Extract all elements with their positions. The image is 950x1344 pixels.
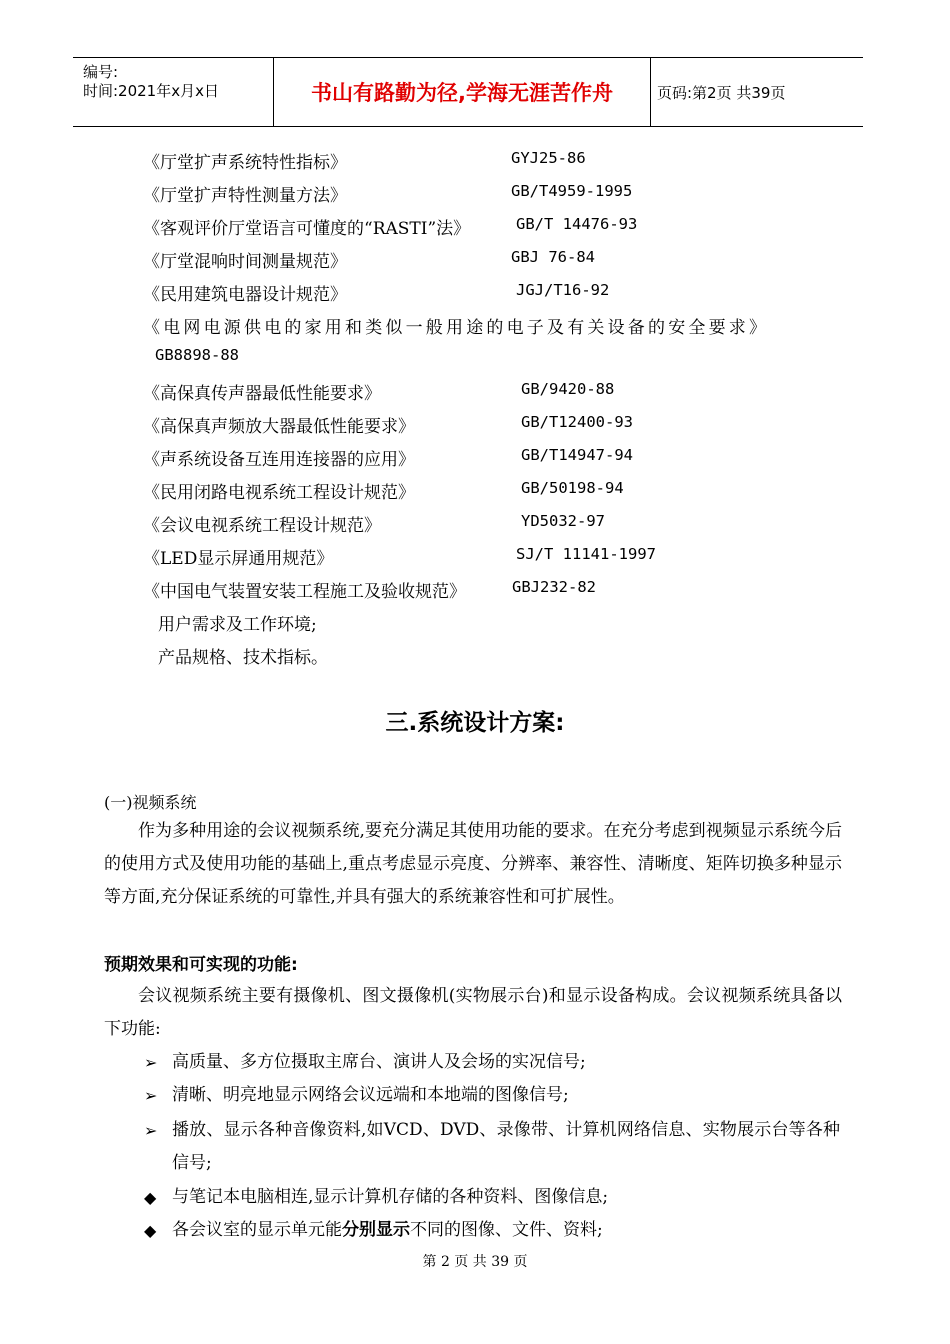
standard-name: 《电网电源供电的家用和类似一般用途的电子及有关设备的安全要求》 xyxy=(143,318,770,338)
standard-code: GB/9420-88 xyxy=(521,380,615,398)
standard-name: 《厅堂扩声特性测量方法》 xyxy=(143,186,347,206)
header-left-cell xyxy=(73,58,273,126)
standard-code: JGJ/T16-92 xyxy=(516,281,610,299)
standard-code: GB8898-88 xyxy=(155,346,239,364)
date-label: 时间:2021年x月x日 xyxy=(83,82,219,100)
page-footer: 第 2 页 共 39 页 xyxy=(422,1254,528,1270)
emphasis-text: 分别显示 xyxy=(342,1220,410,1240)
standard-code: GB/T 14476-93 xyxy=(516,215,638,233)
standard-code: YD5032-97 xyxy=(521,512,605,530)
standard-code: GBJ 76-84 xyxy=(511,248,595,266)
arrow-bullet-icon: ➢ xyxy=(144,1053,158,1072)
functions-paragraph: 会议视频系统主要有摄像机、图文摄像机(实物展示台)和显示设备构成。会议视频系统具备以下功能: xyxy=(104,986,842,1039)
standard-code: GB/50198-94 xyxy=(521,479,624,497)
list-item-text-part: 不同的图像、文件、资料; xyxy=(410,1220,603,1240)
intro-paragraph: 作为多种用途的会议视频系统,要充分满足其使用功能的要求。在充分考虑到视频显示系统今后的使用方式及使用功能的基础上,重点考虑显示亮度、分辨率、兼容性、清晰度、矩阵切换多种显示等方面,充分保证系统的可靠性,并具有强大的系统兼容性和可扩展性。 xyxy=(104,821,842,907)
standard-name: 《民用建筑电器设计规范》 xyxy=(143,285,347,305)
standard-code: GB/T4959-1995 xyxy=(511,182,633,200)
standard-name: 《民用闭路电视系统工程设计规范》 xyxy=(143,483,415,503)
standard-code: GB/T14947-94 xyxy=(521,446,633,464)
standard-name: 《高保真传声器最低性能要求》 xyxy=(143,384,381,404)
extra-item: 产品规格、技术指标。 xyxy=(158,648,328,668)
arrow-bullet-icon: ➢ xyxy=(144,1086,158,1105)
list-item-text: 播放、显示各种音像资料,如VCD、DVD、录像带、计算机网络信息、实物展示台等各种信号; xyxy=(172,1120,840,1173)
list-item-text xyxy=(172,1214,840,1247)
diamond-bullet-icon: ◆ xyxy=(144,1221,157,1240)
header-page-label: 页码:第2页 共39页 xyxy=(657,84,786,102)
header-motto: 书山有路勤为径,学海无涯苦作舟 xyxy=(273,58,651,126)
list-item-text: 清晰、明亮地显示网络会议远端和本地端的图像信号; xyxy=(172,1085,569,1105)
subsection-heading: (一)视频系统 xyxy=(104,793,197,812)
standard-code: GB/T12400-93 xyxy=(521,413,633,431)
diamond-bullet-icon: ◆ xyxy=(144,1188,157,1207)
standard-name: 《LED显示屏通用规范》 xyxy=(143,549,334,569)
number-label: 编号: xyxy=(83,63,119,81)
standard-name: 《厅堂混响时间测量规范》 xyxy=(143,252,347,272)
standard-code: GYJ25-86 xyxy=(511,149,586,167)
page-header xyxy=(73,57,863,127)
list-item-text: 高质量、多方位摄取主席台、演讲人及会场的实况信号; xyxy=(172,1052,586,1072)
standard-name: 《高保真声频放大器最低性能要求》 xyxy=(143,417,415,437)
functions-heading: 预期效果和可实现的功能: xyxy=(104,955,298,975)
standard-name: 《会议电视系统工程设计规范》 xyxy=(143,516,381,536)
arrow-bullet-icon: ➢ xyxy=(144,1121,158,1140)
list-item-text: 与笔记本电脑相连,显示计算机存储的各种资料、图像信息; xyxy=(172,1187,609,1207)
section-title: 三.系统设计方案: xyxy=(385,710,565,736)
standard-name: 《中国电气装置安装工程施工及验收规范》 xyxy=(143,582,466,602)
extra-item: 用户需求及工作环境; xyxy=(158,615,317,635)
standard-name: 《客观评价厅堂语言可懂度的“RASTI”法》 xyxy=(143,219,471,239)
standard-name: 《厅堂扩声系统特性指标》 xyxy=(143,153,347,173)
standard-name: 《声系统设备互连用连接器的应用》 xyxy=(143,450,415,470)
list-item-text-part: 各会议室的显示单元能 xyxy=(172,1220,342,1240)
standard-code: GBJ232-82 xyxy=(512,578,596,596)
standard-code: SJ/T 11141-1997 xyxy=(516,545,656,563)
